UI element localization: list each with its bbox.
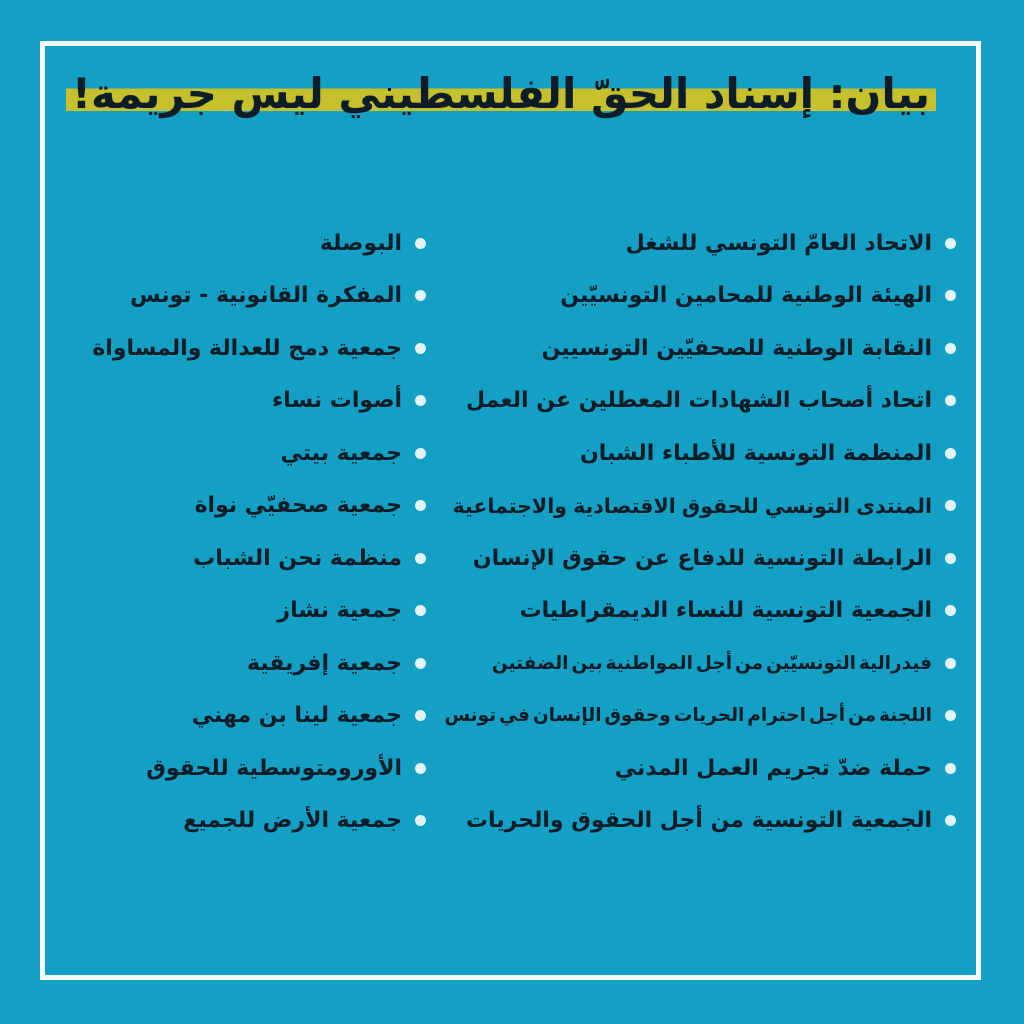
list-item bbox=[444, 217, 956, 270]
bullet-icon bbox=[415, 815, 426, 826]
bullet-icon bbox=[415, 448, 426, 459]
organization-name: الرابطة التونسية للدفاع عن حقوق الإنسان bbox=[472, 545, 932, 571]
organization-name: جمعية لينا بن مهني bbox=[191, 703, 402, 729]
list-item bbox=[444, 585, 956, 638]
organization-name: جمعية إفريقية bbox=[246, 650, 402, 676]
organization-name: جمعية بيتي bbox=[280, 440, 402, 466]
organization-name: الهيئة الوطنية للمحامين التونسيّين bbox=[560, 283, 932, 309]
bullet-icon bbox=[415, 763, 426, 774]
organization-name: البوصلة bbox=[319, 230, 402, 256]
list-item bbox=[92, 742, 426, 795]
list-item bbox=[92, 532, 426, 585]
bullet-icon bbox=[415, 290, 426, 301]
organization-name: فيدرالية التونسيّين من أجل المواطنية بين الضفتين bbox=[491, 652, 932, 674]
list-item bbox=[444, 690, 956, 743]
organization-name: الجمعية التونسية للنساء الديمقراطيات bbox=[519, 598, 932, 624]
poster-title bbox=[66, 64, 936, 125]
list-item bbox=[92, 690, 426, 743]
list-item bbox=[444, 427, 956, 480]
list-item bbox=[444, 270, 956, 323]
list-item bbox=[444, 480, 956, 533]
bullet-icon bbox=[945, 343, 956, 354]
organization-name: الأورومتوسطية للحقوق bbox=[146, 755, 402, 781]
organization-name: المنظمة التونسية للأطباء الشبان bbox=[580, 440, 932, 466]
list-item bbox=[92, 270, 426, 323]
organizations-list-right bbox=[444, 217, 956, 847]
organization-name: الاتحاد العامّ التونسي للشغل bbox=[625, 230, 932, 256]
organization-name: جمعية الأرض للجميع bbox=[183, 808, 402, 834]
organization-name: جمعية دمج للعدالة والمساواة bbox=[92, 335, 402, 361]
organization-name: المفكرة القانونية - تونس bbox=[130, 283, 402, 309]
bullet-icon bbox=[945, 605, 956, 616]
bullet-icon bbox=[945, 658, 956, 669]
list-item bbox=[444, 637, 956, 690]
organization-name: منظمة نحن الشباب bbox=[193, 545, 402, 571]
organization-name: أصوات نساء bbox=[271, 388, 402, 414]
bullet-icon bbox=[945, 500, 956, 511]
list-item bbox=[444, 742, 956, 795]
bullet-icon bbox=[945, 238, 956, 249]
list-item bbox=[92, 637, 426, 690]
list-item bbox=[444, 375, 956, 428]
bullet-icon bbox=[415, 238, 426, 249]
list-item bbox=[92, 322, 426, 375]
organization-name: النقابة الوطنية للصحفيّين التونسيين bbox=[541, 335, 932, 361]
organization-name: جمعية صحفيّي نواة bbox=[194, 493, 402, 519]
organization-name: جمعية نشاز bbox=[277, 598, 402, 624]
list-item bbox=[444, 795, 956, 848]
bullet-icon bbox=[415, 605, 426, 616]
bullet-icon bbox=[415, 343, 426, 354]
bullet-icon bbox=[945, 763, 956, 774]
poster-title-text: بيان: إسناد الحقّ الفلسطيني ليس جريمة! bbox=[66, 69, 936, 118]
bullet-icon bbox=[945, 553, 956, 564]
organization-name: حملة ضدّ تجريم العمل المدني bbox=[614, 755, 932, 781]
list-item bbox=[92, 217, 426, 270]
bullet-icon bbox=[945, 448, 956, 459]
list-item bbox=[444, 322, 956, 375]
list-item bbox=[92, 585, 426, 638]
organization-name: اتحاد أصحاب الشهادات المعطلين عن العمل bbox=[465, 388, 932, 414]
list-item bbox=[92, 480, 426, 533]
bullet-icon bbox=[415, 710, 426, 721]
organization-name: المنتدى التونسي للحقوق الاقتصادية والاجتماعية bbox=[452, 493, 932, 518]
bullet-icon bbox=[945, 815, 956, 826]
organization-name: اللجنة من أجل احترام الحريات وحقوق الإنسان في تونس bbox=[444, 705, 932, 727]
organizations-list-left bbox=[92, 217, 426, 847]
list-item bbox=[92, 427, 426, 480]
organization-name: الجمعية التونسية من أجل الحقوق والحريات bbox=[465, 808, 932, 834]
bullet-icon bbox=[945, 395, 956, 406]
bullet-icon bbox=[945, 290, 956, 301]
bullet-icon bbox=[415, 500, 426, 511]
list-item bbox=[92, 795, 426, 848]
bullet-icon bbox=[415, 658, 426, 669]
list-item bbox=[444, 532, 956, 585]
bullet-icon bbox=[415, 395, 426, 406]
bullet-icon bbox=[945, 710, 956, 721]
bullet-icon bbox=[415, 553, 426, 564]
list-item bbox=[92, 375, 426, 428]
